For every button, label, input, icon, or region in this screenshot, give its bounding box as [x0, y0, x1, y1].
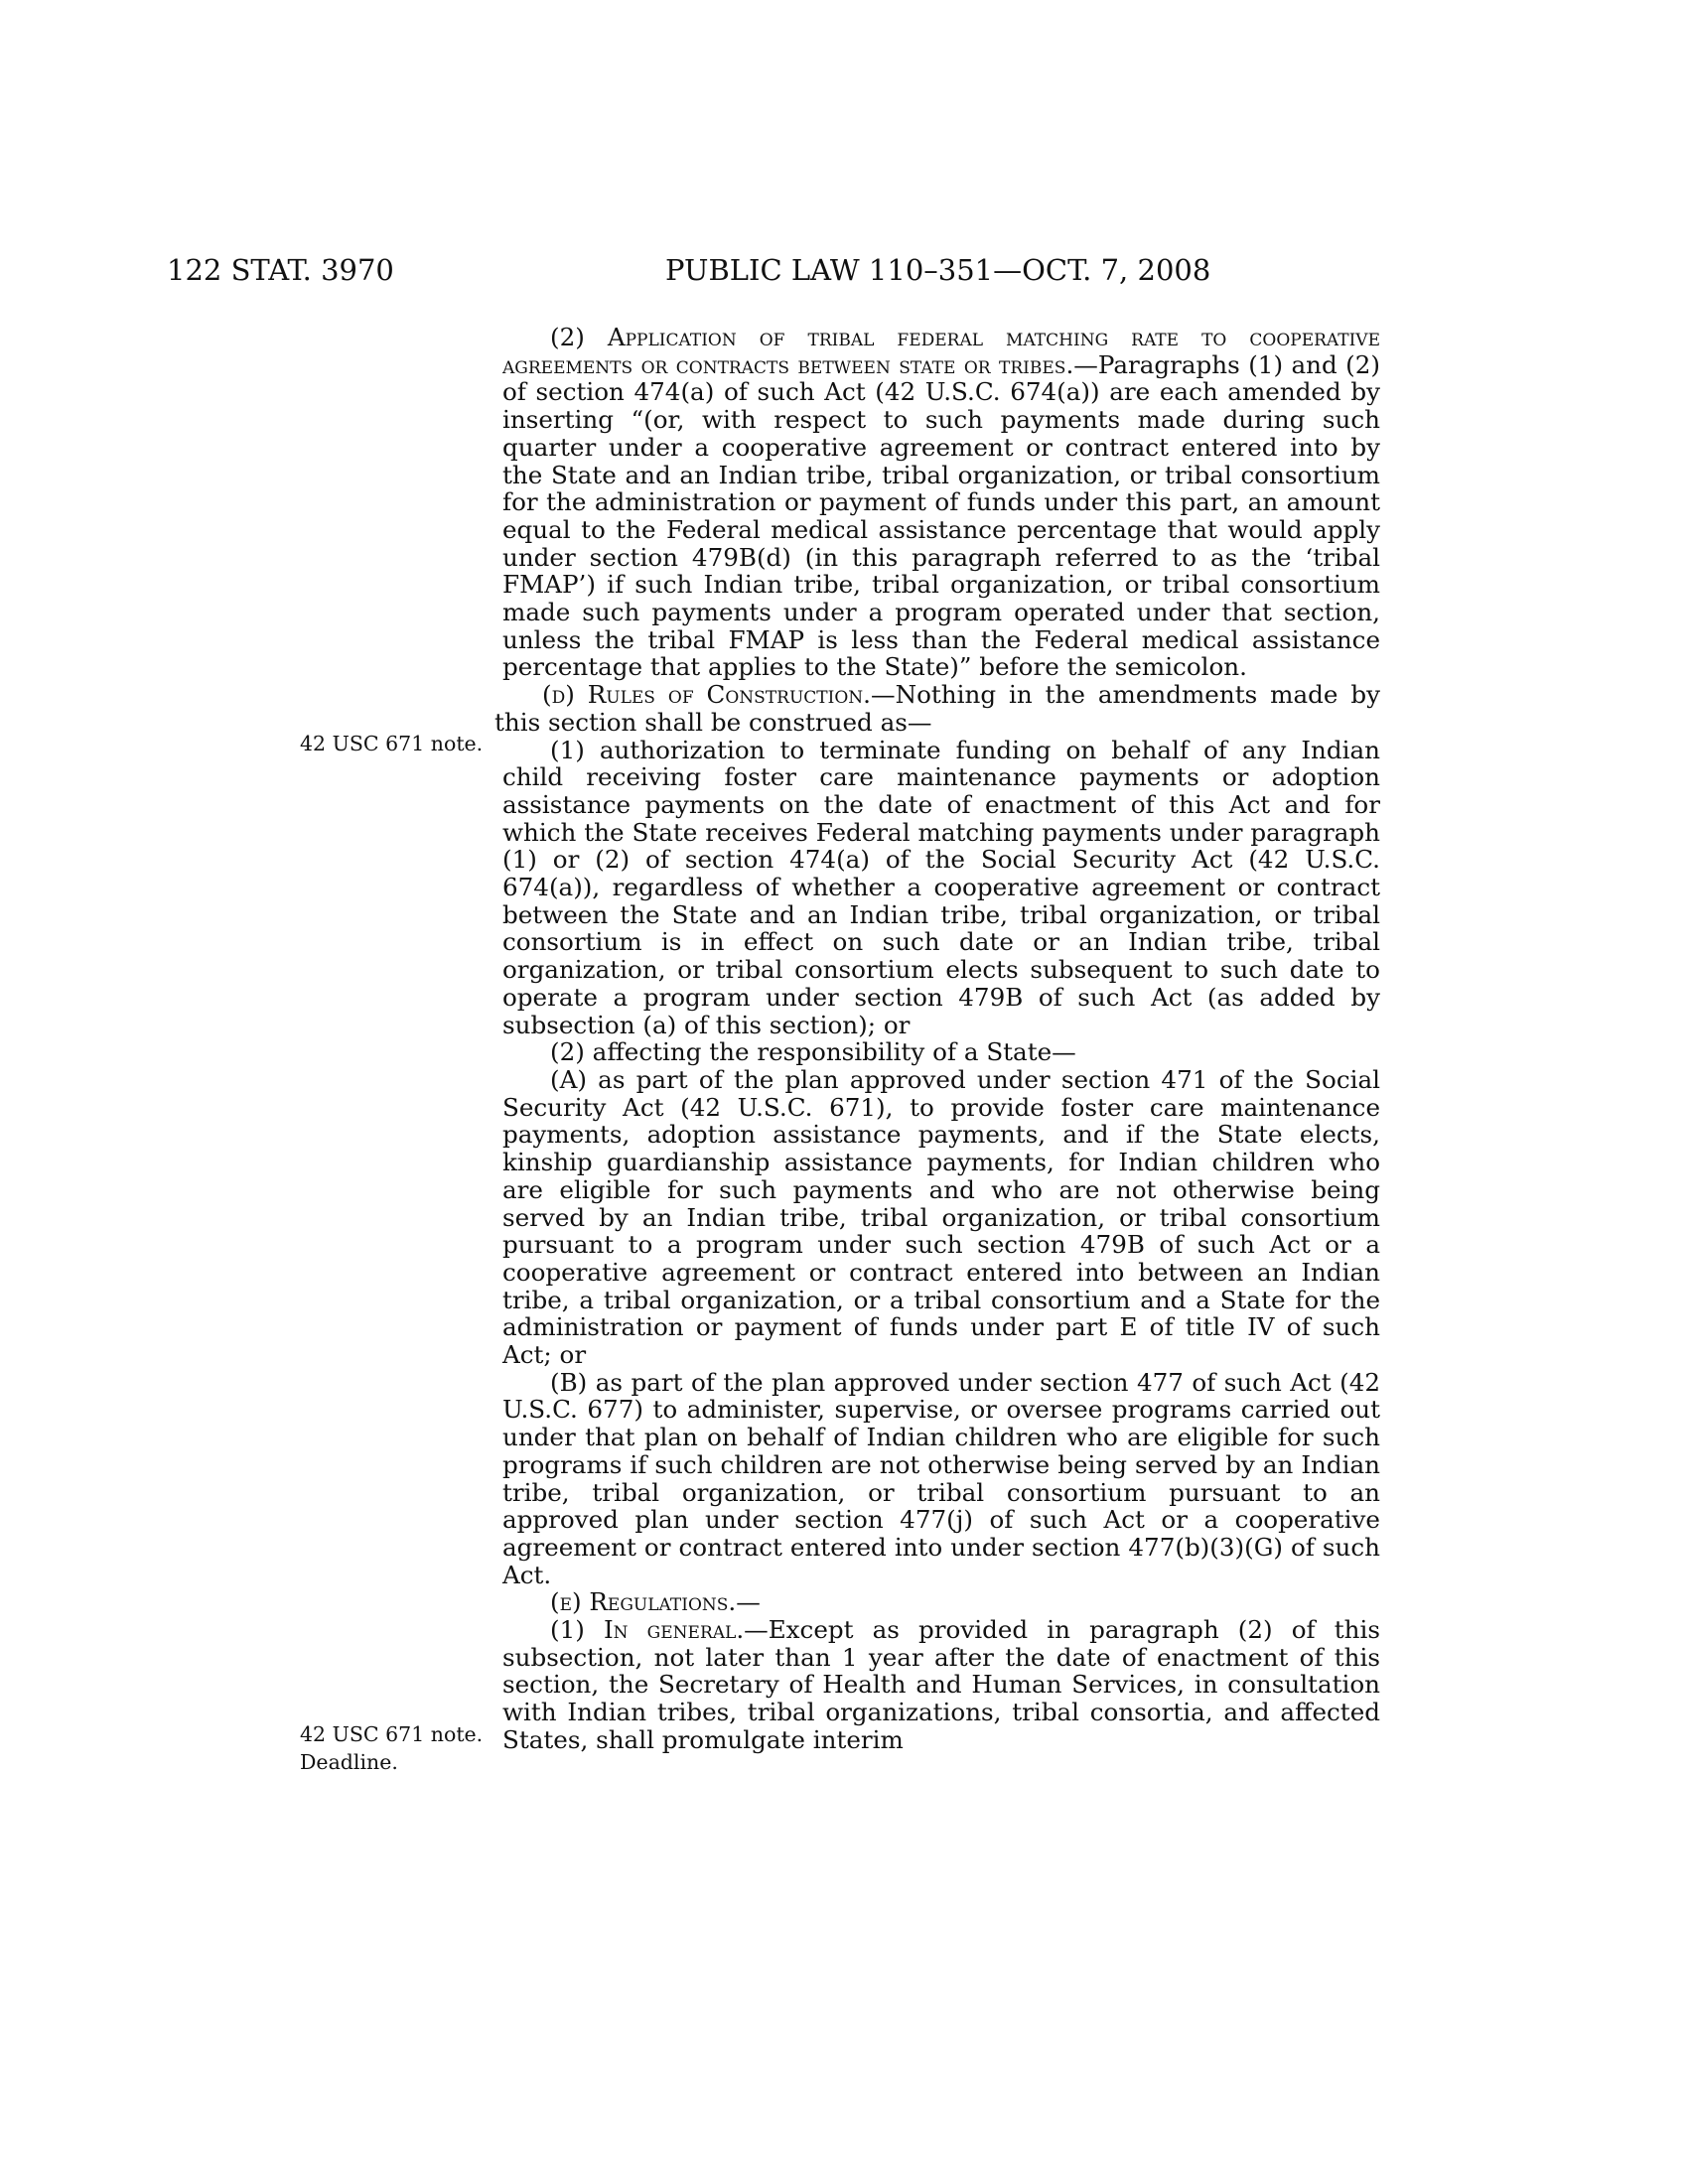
- paragraph-d1: (1) authorization to terminate funding on behalf of any Indian child receiving foster care maintenance payments or adoption assistance payments on the date of enactment of this Act and for which the State receives Federal matching payments under paragraph (1) or (2) of section 474(a) of the Social Security Act (42 U.S.C. 674(a)), regardless of whether a cooperative agreement or contract between the State and an Indian tribe, tribal organization, or tribal consortium is in effect on such date or an Indian tribe, tribal organization, or tribal consortium elects subsequent to such date to operate a program under section 479B of such Act (as added by subsection (a) of this section); or: [502, 735, 1380, 1039]
- page-header: [167, 250, 1378, 290]
- paragraph-e1-heading: (1) In general.: [550, 1615, 745, 1645]
- paragraph-c2-body: —Paragraphs (1) and (2) of section 474(a) of such Act (42 U.S.C. 674(a)) are each amended by inserting “(or, with respect to such payments made during such quarter under a cooperative agreement or contract entered into by the State and an Indian tribe, tribal organization, or tribal consortium for the administration or payment of funds under this part, an amount equal to the Federal medical assistance percentage that would apply under section 479B(d) (in this paragraph referred to as the ‘tribal FMAP’) if such Indian tribe, tribal organization, or tribal consortium made such payments under a program operated under that section, unless the tribal FMAP is less than the Federal medical assistance percentage that applies to the State)” before the semicolon.: [502, 349, 1381, 682]
- subsection-d-heading: (d) Rules of Construction.: [542, 680, 871, 710]
- margin-note-usc-2: 42 USC 671 note.: [300, 1722, 484, 1746]
- paragraph-c2-heading: (2) Application of tribal federal matching rate to cooperative agreements or contracts between state or tribes.: [502, 323, 1380, 379]
- margin-note-usc-1: 42 USC 671 note.: [300, 732, 484, 755]
- subparagraph-d2b: (B) as part of the plan approved under section 477 of such Act (42 U.S.C. 677) to administer, supervise, or oversee programs carried out under that plan on behalf of Indian children who are eligible for such programs if such children are not otherwise being served by an Indian tribe, tribal organization, or tribal consortium pursuant to an approved plan under section 477(j) of such Act or a cooperative agreement or contract entered into under section 477(b)(3)(G) of such Act.: [502, 1367, 1380, 1589]
- paragraph-e1-body: —Except as provided in paragraph (2) of this subsection, not later than 1 year after the date of enactment of this section, the Secretary of Health and Human Services, in consultation with Indian tribes, tribal organizations, tribal consortia, and affected States, shall promulgate interim: [502, 1615, 1380, 1754]
- public-law-title: PUBLIC LAW 110–351—OCT. 7, 2008: [665, 253, 1211, 287]
- subsection-d-body: —Nothing in the amendments made by this section shall be construed as—: [494, 680, 1380, 737]
- paragraph-d2: (2) affecting the responsibility of a State—: [550, 1037, 1076, 1067]
- subsection-e-title: (e) Regulations.—: [550, 1587, 761, 1617]
- document-body: [494, 323, 1381, 1754]
- subparagraph-d2a: (A) as part of the plan approved under section 471 of the Social Security Act (42 U.S.C. 671), to provide foster care maintenance payments, adoption assistance payments, and if the State elects, kinship guardianship assistance payments, for Indian children who are eligible for such payments and who are not otherwise being served by an Indian tribe, tribal organization, or tribal consortium pursuant to a program under such section 479B of such Act or a cooperative agreement or contract entered into between an Indian tribe, a tribal organization, or a tribal consortium and a State for the administration or payment of funds under part E of title IV of such Act; or: [502, 1064, 1380, 1370]
- paragraph-c2: [502, 324, 1380, 681]
- statute-page-number: 122 STAT. 3970: [167, 253, 394, 287]
- subsection-e-heading: [502, 1588, 1380, 1616]
- margin-note-deadline: Deadline.: [300, 1750, 398, 1774]
- paragraph-e1: [502, 1616, 1380, 1754]
- subsection-d: [494, 681, 1380, 736]
